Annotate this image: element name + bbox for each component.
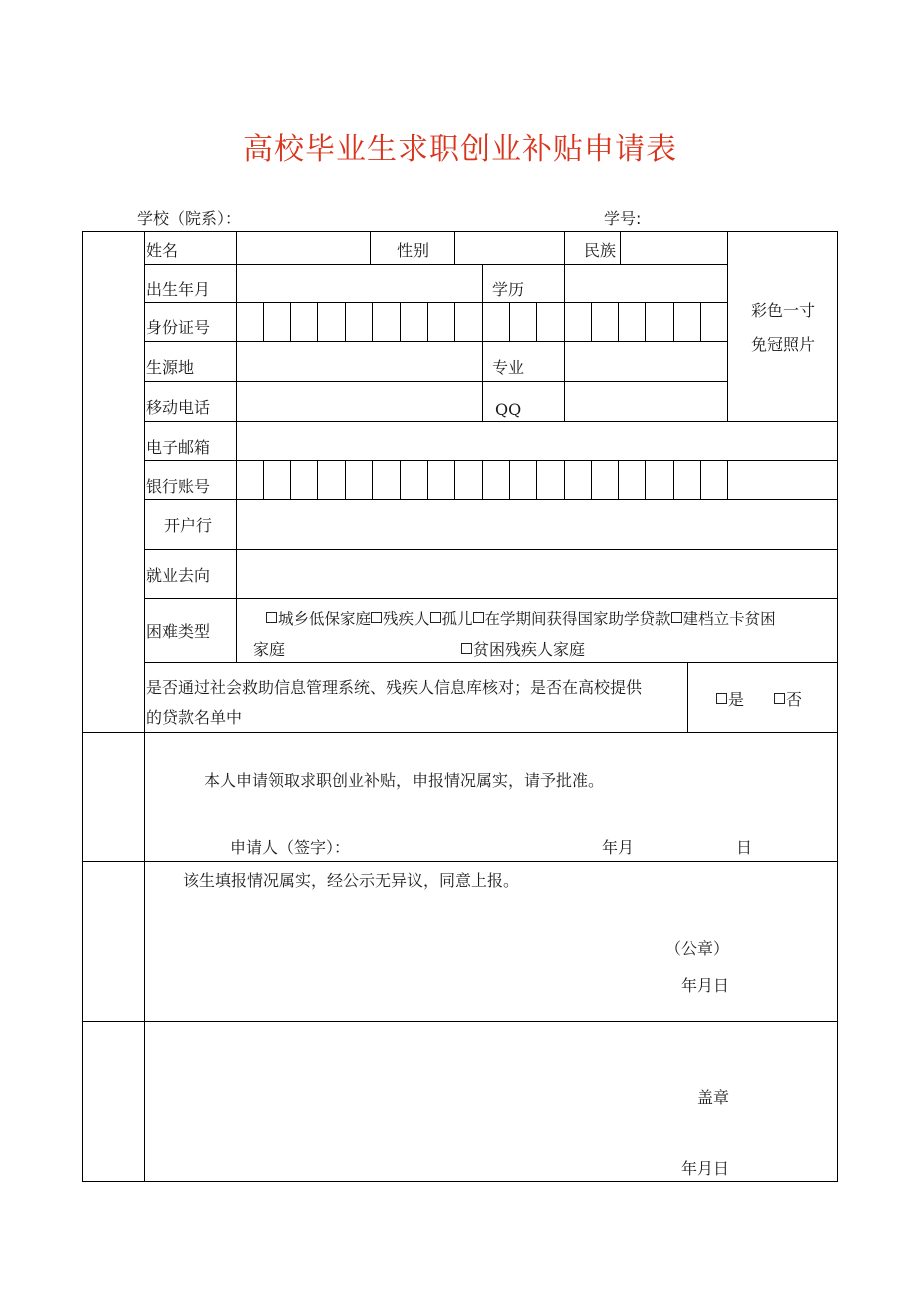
name-label: 姓名 (146, 241, 179, 260)
education-label: 学历 (492, 280, 525, 299)
verification-question-line2: 的贷款名单中 (146, 708, 243, 727)
gender-label: 性别 (397, 241, 430, 260)
birth-label: 出生年月 (146, 280, 211, 299)
school-review-seal: （公章） (665, 939, 730, 958)
hardship-option: 城乡低保家庭 (278, 610, 372, 628)
hardship-options-line2-right (461, 640, 585, 660)
declaration-year-month: 年月 (602, 838, 635, 857)
no-label: 否 (786, 690, 803, 709)
checkbox-icon[interactable] (461, 643, 472, 654)
checkbox-icon[interactable] (716, 693, 727, 704)
hardship-option: 贫困残疾人家庭 (473, 640, 586, 659)
id-number-label: 身份证号 (146, 318, 211, 337)
ethnicity-label: 民族 (584, 241, 617, 260)
checkbox-icon[interactable] (430, 612, 441, 623)
declaration-text: 本人申请领取求职创业补贴，申报情况属实，请予批准。 (204, 771, 605, 790)
photo-placeholder-line1: 彩色一寸 (750, 301, 815, 320)
checkbox-icon[interactable] (473, 612, 484, 623)
hardship-options-line2-left: 家庭 (253, 640, 286, 659)
hardship-type-label: 困难类型 (146, 622, 211, 641)
checkbox-icon[interactable] (371, 612, 382, 623)
qq-label: QQ (495, 400, 522, 419)
checkbox-icon[interactable] (774, 693, 785, 704)
checkbox-icon[interactable] (671, 612, 682, 623)
mobile-label: 移动电话 (146, 398, 211, 417)
employment-label: 就业去向 (146, 566, 211, 585)
school-review-text: 该生填报情况属实，经公示无异议，同意上报。 (183, 871, 520, 890)
photo-placeholder-line2: 免冠照片 (750, 335, 815, 354)
verification-question-line1: 是否通过社会救助信息管理系统、残疾人信息库核对；是否在高校提供 (146, 678, 643, 697)
verification-no (774, 690, 802, 710)
student-id-label: 学号: (604, 209, 642, 228)
origin-label: 生源地 (146, 358, 195, 377)
hardship-option: 孤儿 (441, 610, 473, 628)
bank-branch-label: 开户行 (164, 516, 213, 535)
email-label: 电子邮箱 (146, 438, 211, 457)
bank-account-label: 银行账号 (146, 477, 211, 496)
hardship-option: 在学期间获得国家助学贷款 (484, 610, 671, 628)
hardship-option: 建档立卡贫困 (682, 610, 776, 628)
final-review-seal: 盖章 (697, 1088, 730, 1107)
checkbox-icon[interactable] (266, 612, 277, 623)
yes-label: 是 (728, 690, 745, 709)
school-review-date: 年月日 (681, 976, 730, 995)
signature-label: 申请人（签字）： (230, 838, 351, 857)
verification-yes (716, 690, 744, 710)
final-review-date: 年月日 (681, 1159, 730, 1178)
declaration-day: 日 (736, 838, 753, 857)
hardship-options-line1 (266, 609, 776, 629)
school-label: 学校（院系）： (137, 209, 242, 228)
hardship-option: 残疾人 (383, 610, 430, 628)
page-title: 高校毕业生求职创业补贴申请表 (243, 132, 677, 167)
major-label: 专业 (492, 358, 525, 377)
